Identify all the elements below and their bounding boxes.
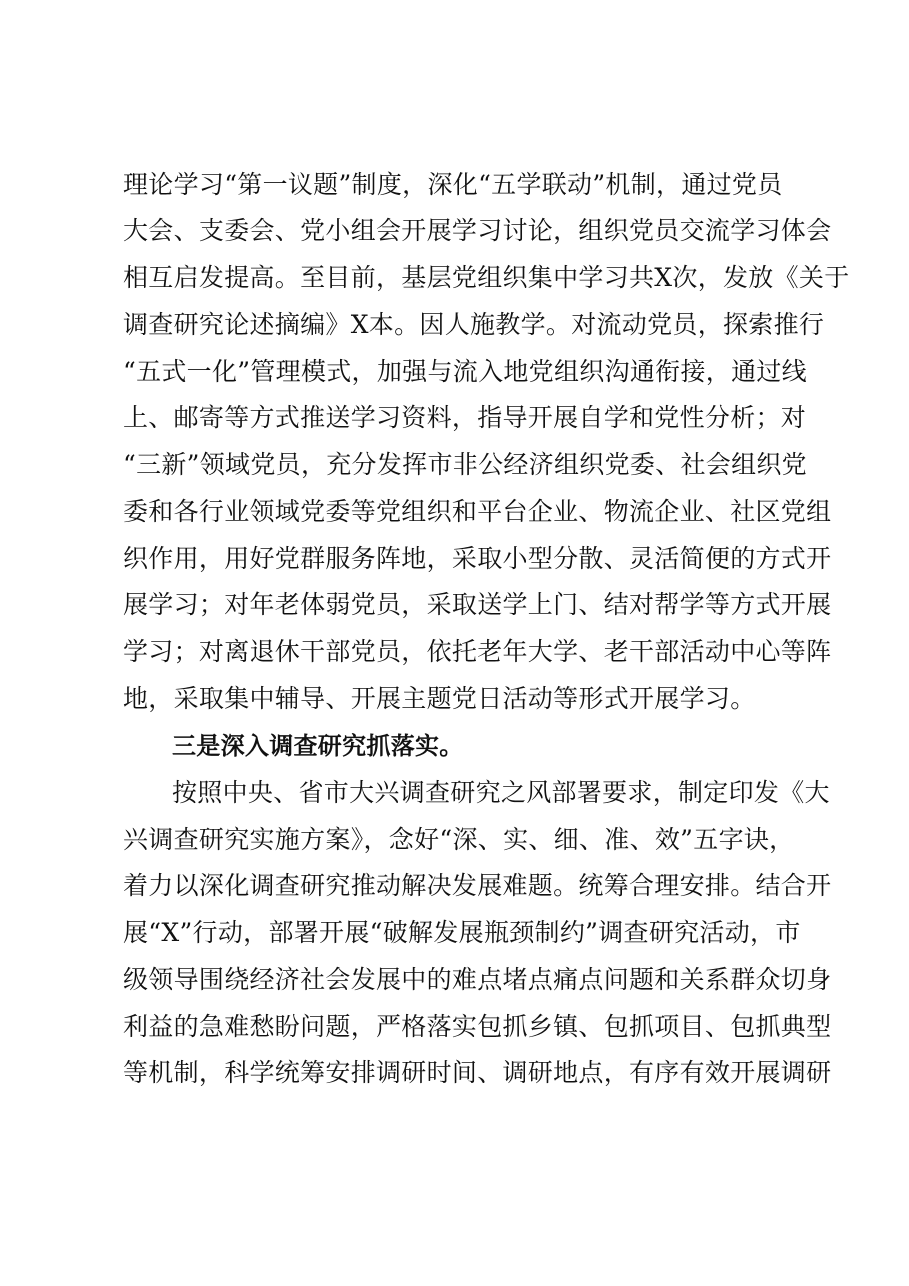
paragraph-line: 委和各行业领域党委等党组织和平台企业、物流企业、社区党组 bbox=[123, 497, 832, 526]
paragraph-line: 调查研究论述摘编》X本。因人施教学。对流动党员，探索推行 bbox=[123, 310, 825, 339]
paragraph-line: 级领导围绕经济社会发展中的难点堵点痛点问题和关系群众切身 bbox=[123, 965, 832, 994]
paragraph-line: 上、邮寄等方式推送学习资料，指导开展自学和党性分析；对 bbox=[123, 403, 807, 432]
paragraph-line: 兴调查研究实施方案》，念好“深、实、细、准、效”五字诀， bbox=[123, 825, 795, 854]
paragraph-line: “五式一化”管理模式，加强与流入地党组织沟通衔接，通过线 bbox=[123, 357, 807, 386]
section-heading: 三是深入调查研究抓落实。 bbox=[172, 732, 464, 760]
paragraph-line: 等机制，科学统筹安排调研时间、调研地点，有序有效开展调研 bbox=[123, 1058, 832, 1087]
paragraph-line: 展学习；对年老体弱党员，采取送学上门、结对帮学等方式开展 bbox=[123, 590, 832, 619]
paragraph-line: 利益的急难愁盼问题，严格落实包抓乡镇、包抓项目、包抓典型 bbox=[123, 1012, 832, 1041]
paragraph-line: 理论学习“第一议题”制度，深化“五学联动”机制，通过党员 bbox=[123, 170, 783, 199]
paragraph-line: 相互启发提高。至目前，基层党组织集中学习共X次，发放《关于 bbox=[123, 263, 850, 292]
paragraph-line: 按照中央、省市大兴调查研究之风部署要求，制定印发《大 bbox=[172, 778, 830, 807]
paragraph-line: 展“X”行动，部署开展“破解发展瓶颈制约”调查研究活动，市 bbox=[123, 918, 801, 947]
paragraph-line: 地，采取集中辅导、开展主题党日活动等形式开展学习。 bbox=[123, 684, 756, 713]
paragraph-line: 学习；对离退休干部党员，依托老年大学、老干部活动中心等阵 bbox=[123, 637, 832, 666]
paragraph-line: 大会、支委会、党小组会开展学习讨论，组织党员交流学习体会 bbox=[123, 216, 832, 245]
paragraph-line: 织作用，用好党群服务阵地，采取小型分散、灵活简便的方式开 bbox=[123, 544, 832, 573]
paragraph-line: 着力以深化调查研究推动解决发展难题。统筹合理安排。结合开 bbox=[123, 871, 832, 900]
paragraph-line: “三新”领域党员，充分发挥市非公经济组织党委、社会组织党 bbox=[123, 450, 807, 479]
